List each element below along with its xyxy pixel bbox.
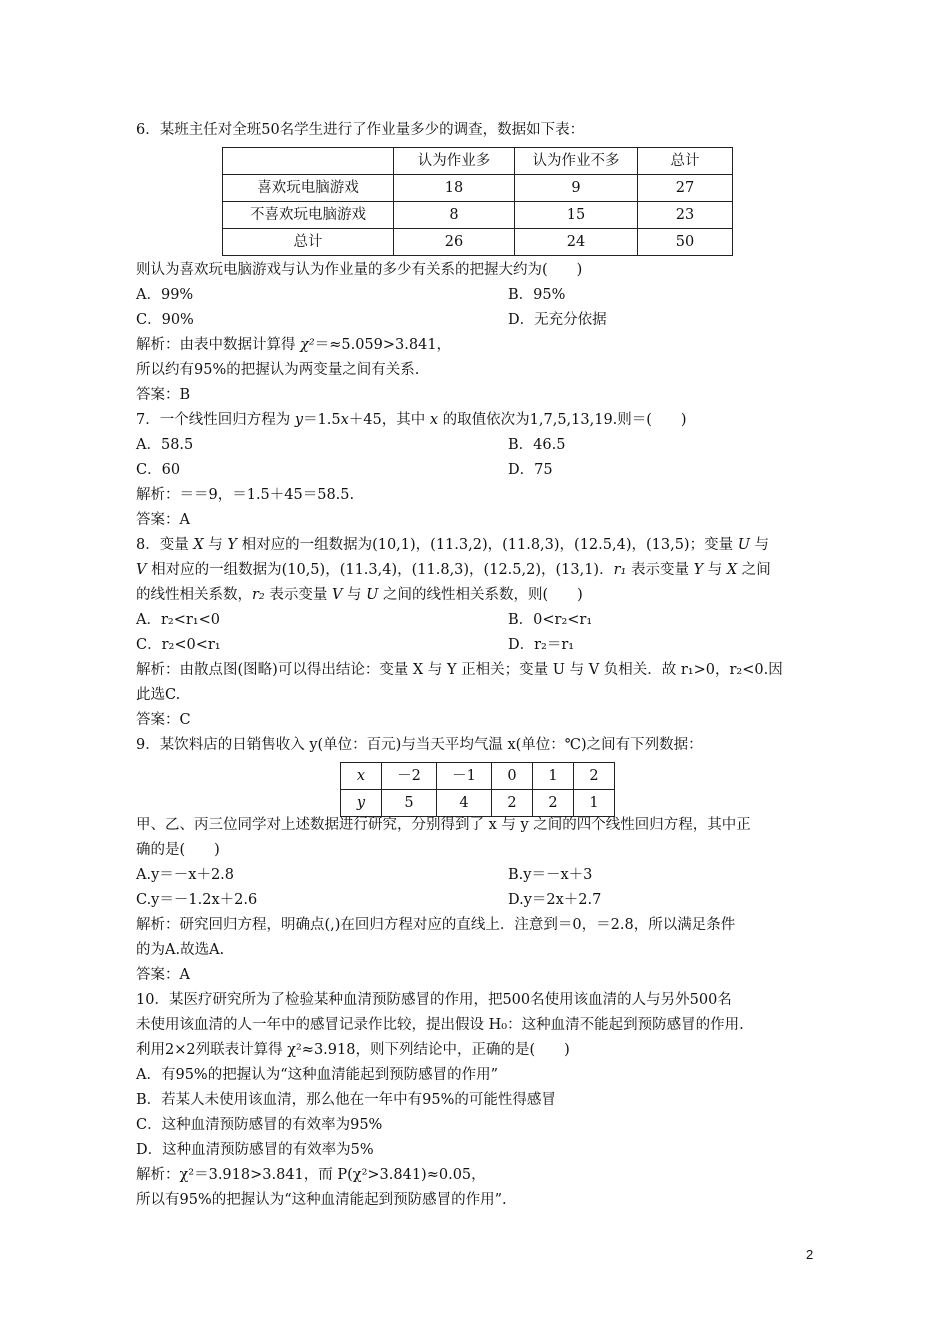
table-cell: 0 xyxy=(492,763,533,790)
table-row xyxy=(341,763,615,790)
math-var: y xyxy=(294,412,304,428)
math-var: V xyxy=(331,587,343,603)
q7-option-c: C．60 xyxy=(136,462,181,478)
table-cell: 8 xyxy=(394,202,515,229)
math-var: X xyxy=(726,562,738,578)
text-fragment: 7．一个线性回归方程为 xyxy=(136,412,295,428)
table-cell xyxy=(223,148,394,175)
q10-analysis-2: 所以有95%的把握认为“这种血清能起到预防感冒的作用”. xyxy=(136,1192,507,1208)
math-var: Y xyxy=(227,537,237,553)
q6-analysis xyxy=(136,335,816,355)
table-cell: 1 xyxy=(533,763,574,790)
text-fragment: 与 xyxy=(342,587,367,603)
q10-option-b: B．若某人未使用该血清，那么他在一年中有95%的可能性得感冒 xyxy=(136,1092,556,1108)
table-cell: y xyxy=(341,790,382,817)
q9-option-b: B.y＝－x＋3 xyxy=(508,867,593,883)
q9-question-1: 甲、乙、丙三位同学对上述数据进行研究，分别得到了 x 与 y 之间的四个线性回归方程，其中正 xyxy=(136,817,751,833)
table-cell: 26 xyxy=(394,229,515,256)
math-var: U xyxy=(366,587,379,603)
math-var: U xyxy=(737,537,750,553)
q8-analysis-1: 解析：由散点图(图略)可以得出结论：变量 X 与 Y 正相关；变量 U 与 V 负相关．故 r₁>0，r₂<0.因 xyxy=(136,662,783,678)
table-row xyxy=(223,229,733,256)
table-cell: 27 xyxy=(638,175,733,202)
table-cell: 2 xyxy=(574,763,615,790)
math-var: r₁ xyxy=(613,562,627,578)
text-fragment: 解析：由表中数据计算得 xyxy=(136,337,301,353)
q8-stem-line-3 xyxy=(136,585,816,605)
table-cell: 50 xyxy=(638,229,733,256)
q10-option-c: C．这种血清预防感冒的有效率为95% xyxy=(136,1117,383,1133)
q9-option-c: C.y＝－1.2x＋2.6 xyxy=(136,892,258,908)
math-var: x xyxy=(429,412,439,428)
q9-stem: 9．某饮料店的日销售收入 y(单位：百元)与当天平均气温 x(单位：℃)之间有下列数据： xyxy=(136,737,703,753)
q8-stem-line-2 xyxy=(136,560,816,580)
q9-table xyxy=(340,762,615,817)
q7-option-a: A．58.5 xyxy=(136,437,194,453)
q8-analysis-2: 此选C. xyxy=(136,687,181,703)
q10-stem-line-2: 未使用该血清的人一年中的感冒记录作比较，提出假设 H₀：这种血清不能起到预防感冒的作用. xyxy=(136,1017,744,1033)
table-cell: 15 xyxy=(515,202,638,229)
q6-stem: 6．某班主任对全班50名学生进行了作业量多少的调查，数据如下表： xyxy=(136,122,585,138)
table-cell: 2 xyxy=(533,790,574,817)
q6-option-b: B．95% xyxy=(508,287,566,303)
text-fragment: 与 xyxy=(703,562,727,578)
text-fragment: 与 xyxy=(203,537,228,553)
q6-analysis-2: 所以约有95%的把握认为两变量之间有关系. xyxy=(136,362,420,378)
text-fragment: 之间 xyxy=(737,562,771,578)
math-var: χ² xyxy=(300,337,315,353)
table-cell: 总计 xyxy=(223,229,394,256)
table-cell: 5 xyxy=(382,790,437,817)
q9-analysis-2: 的为A.故选A. xyxy=(136,942,225,958)
q6-question: 则认为喜欢玩电脑游戏与认为作业量的多少有关系的把握大约为( ) xyxy=(136,262,583,278)
q6-table xyxy=(222,147,733,256)
table-row xyxy=(223,202,733,229)
table-row xyxy=(223,175,733,202)
table-cell: 不喜欢玩电脑游戏 xyxy=(223,202,394,229)
table-cell: －2 xyxy=(382,763,437,790)
table-cell: 23 xyxy=(638,202,733,229)
text-fragment: 的线性相关系数， xyxy=(136,587,252,603)
q10-stem-line-1: 10．某医疗研究所为了检验某种血清预防感冒的作用，把500名使用该血清的人与另外500名 xyxy=(136,992,732,1008)
q7-answer: 答案：A xyxy=(136,512,190,528)
q9-option-d: D.y＝2x＋2.7 xyxy=(508,892,602,908)
text-fragment: 之间的线性相关系数，则( ) xyxy=(378,587,583,603)
text-fragment: 的取值依次为1,7,5,13,19.则＝( ) xyxy=(438,412,687,428)
math-var: V xyxy=(136,562,147,578)
table-row xyxy=(223,148,733,175)
q7-stem xyxy=(136,410,816,430)
q9-analysis-1: 解析：研究回归方程，明确点(,)在回归方程对应的直线上．注意到＝0，＝2.8，所以满足条件 xyxy=(136,917,736,933)
page-number: 2 xyxy=(806,1247,814,1262)
text-fragment: 表示变量 xyxy=(264,587,332,603)
q7-option-d: D．75 xyxy=(508,462,553,478)
q10-option-a: A．有95%的把握认为“这种血清能起到预防感冒的作用” xyxy=(136,1067,499,1083)
table-cell: 18 xyxy=(394,175,515,202)
table-row xyxy=(341,790,615,817)
text-fragment: ＝1.5 xyxy=(303,412,341,428)
table-cell: －1 xyxy=(437,763,492,790)
q6-answer: 答案：B xyxy=(136,387,191,403)
text-fragment: 与 xyxy=(749,537,770,553)
q9-question-2: 确的是( ) xyxy=(136,842,220,858)
q8-option-b: B．0<r₂<r₁ xyxy=(508,612,593,628)
table-cell: 认为作业不多 xyxy=(515,148,638,175)
table-cell: 1 xyxy=(574,790,615,817)
q8-option-a: A．r₂<r₁<0 xyxy=(136,612,220,628)
q9-option-a: A.y＝－x＋2.8 xyxy=(136,867,235,883)
q8-option-d: D．r₂＝r₁ xyxy=(508,637,575,653)
table-cell: 总计 xyxy=(638,148,733,175)
text-fragment: 相对应的一组数据为(10,1)，(11.3,2)，(11.8,3)，(12.5,4)，(13,5)；变量 xyxy=(236,537,738,553)
q7-analysis: 解析：＝＝9，＝1.5＋45＝58.5. xyxy=(136,487,355,503)
math-var: x xyxy=(340,412,349,428)
text-fragment: 相对应的一组数据为(10,5)，(11.3,4)，(11.8,3)，(12.5,2)，(13,1)． xyxy=(146,562,614,578)
q10-option-d: D．这种血清预防感冒的有效率为5% xyxy=(136,1142,374,1158)
math-var: X xyxy=(193,537,204,553)
math-var: Y xyxy=(693,562,704,578)
q8-option-c: C．r₂<0<r₁ xyxy=(136,637,221,653)
q10-stem-line-3: 利用2×2列联表计算得 χ²≈3.918，则下列结论中，正确的是( ) xyxy=(136,1042,570,1058)
table-cell: 4 xyxy=(437,790,492,817)
text-fragment: 表示变量 xyxy=(626,562,694,578)
table-cell: 2 xyxy=(492,790,533,817)
text-fragment: ＋45，其中 xyxy=(348,412,430,428)
q6-option-d: D．无充分依据 xyxy=(508,312,607,328)
table-cell: 9 xyxy=(515,175,638,202)
q7-option-b: B．46.5 xyxy=(508,437,566,453)
table-cell: 喜欢玩电脑游戏 xyxy=(223,175,394,202)
q6-option-a: A．99% xyxy=(136,287,194,303)
text-fragment: 8．变量 xyxy=(136,537,194,553)
q8-answer: 答案：C xyxy=(136,712,191,728)
q6-option-c: C．90% xyxy=(136,312,194,328)
table-cell: x xyxy=(341,763,382,790)
math-var: r₂ xyxy=(252,587,265,603)
q8-stem-line-1 xyxy=(136,535,816,555)
q10-analysis-1: 解析：χ²＝3.918>3.841，而 P(χ²>3.841)≈0.05， xyxy=(136,1167,486,1183)
q9-answer: 答案：A xyxy=(136,967,190,983)
table-cell: 24 xyxy=(515,229,638,256)
text-fragment: ＝≈5.059>3.841， xyxy=(314,337,452,353)
table-cell: 认为作业多 xyxy=(394,148,515,175)
